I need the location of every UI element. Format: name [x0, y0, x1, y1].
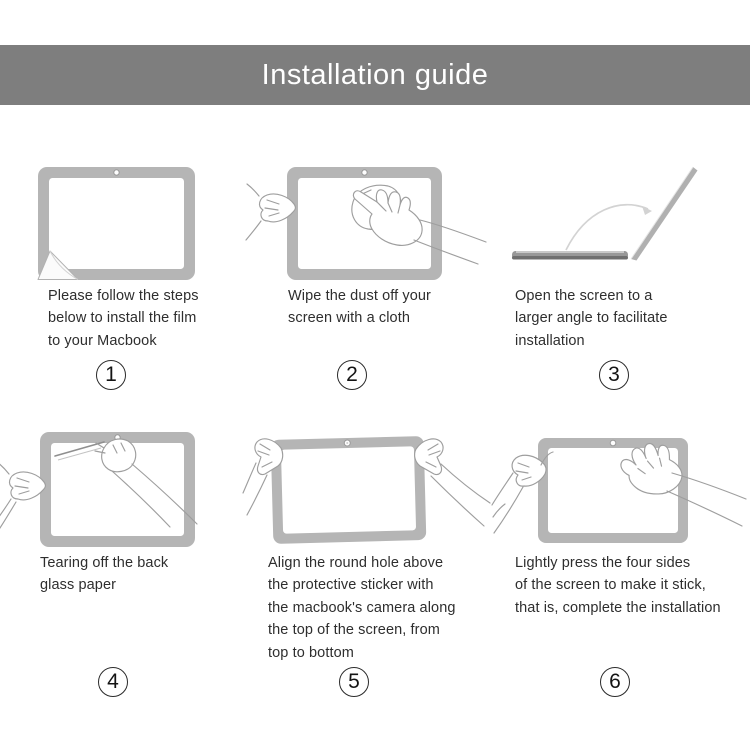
- step-4-number-badge: 4: [98, 667, 128, 697]
- wipe-screen-with-cloth-illustration: [250, 140, 500, 285]
- step-4-caption: [40, 552, 168, 597]
- step-5-caption: [268, 552, 456, 664]
- screen-with-film-peel-illustration: [0, 140, 250, 285]
- caption-line: Open the screen to a: [515, 288, 653, 304]
- caption-line: Tearing off the back: [40, 555, 169, 571]
- caption-line: Wipe the dust off your: [288, 288, 431, 304]
- caption-line: top to bottom: [268, 644, 354, 661]
- align-film-with-camera-illustration: [250, 425, 500, 560]
- macbook-screen-icon: [271, 436, 427, 544]
- caption-line: Lightly press the four sides: [515, 555, 691, 571]
- step-1-panel: [0, 140, 250, 425]
- caption-line: that is, complete the installation: [515, 599, 721, 616]
- caption-line: the macbook's camera along: [268, 599, 456, 616]
- page-title: Installation guide: [261, 58, 489, 91]
- press-four-sides-illustration: [500, 425, 750, 560]
- step-1-number-badge: 1: [96, 360, 126, 390]
- step-6-number-badge: 6: [600, 667, 630, 697]
- camera-dot-icon: [114, 170, 119, 175]
- caption-line: below to install the film: [48, 310, 197, 327]
- open-laptop-illustration: [500, 140, 750, 285]
- caption-line: Please follow the steps: [48, 288, 199, 304]
- tear-off-back-paper-illustration: [0, 425, 250, 560]
- open-direction-arrow-icon: [566, 205, 652, 250]
- step-6-panel: [500, 425, 750, 750]
- step-2-caption: [288, 285, 431, 330]
- left-hand-icon: [0, 462, 45, 531]
- caption-line: glass paper: [40, 577, 117, 594]
- step-4-panel: [0, 425, 250, 750]
- step-2-panel: [250, 140, 500, 425]
- caption-line: Align the round hole above: [268, 555, 444, 571]
- step-3-number-badge: 3: [599, 360, 629, 390]
- step-3-caption: [515, 285, 668, 352]
- laptop-screen-icon: [631, 167, 698, 261]
- step-5-panel: [250, 425, 500, 750]
- caption-line: larger angle to facilitate: [515, 310, 668, 327]
- right-holding-hand-icon: [415, 439, 505, 526]
- caption-line: to your Macbook: [48, 332, 157, 349]
- caption-line: installation: [515, 332, 585, 349]
- step-6-caption: [515, 552, 721, 619]
- step-1-caption: [48, 285, 199, 352]
- caption-line: screen with a cloth: [288, 310, 410, 327]
- camera-dot-icon: [610, 440, 616, 446]
- caption-line: the top of the screen, from: [268, 622, 440, 639]
- step-2-number-badge: 2: [337, 360, 367, 390]
- caption-line: the protective sticker with: [268, 577, 434, 594]
- step-5-number-badge: 5: [339, 667, 369, 697]
- step-3-panel: [500, 140, 750, 425]
- laptop-base-icon: [512, 251, 628, 260]
- header-banner: [0, 45, 750, 105]
- camera-dot-icon: [362, 170, 367, 175]
- caption-line: of the screen to make it stick,: [515, 577, 706, 594]
